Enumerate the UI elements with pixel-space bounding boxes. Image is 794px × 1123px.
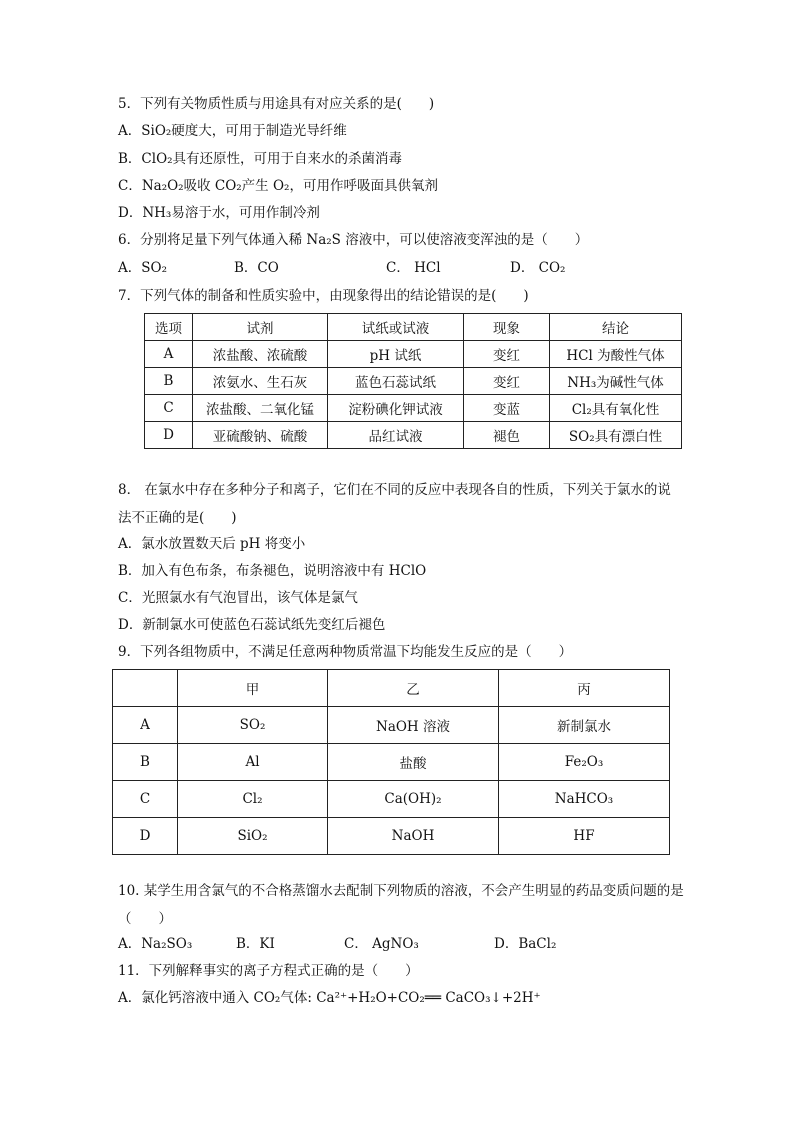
- question-8-option-d: D．新制氯水可使蓝色石蕊试纸先变红后褪色: [118, 617, 386, 633]
- question-5-option-c: C．Na₂O₂吸收 CO₂产生 O₂，可用作呼吸面具供氧剂: [118, 178, 438, 194]
- table-cell: A: [113, 707, 178, 744]
- table-cell: C: [145, 395, 193, 422]
- table-cell: Cl₂: [178, 781, 328, 818]
- question-10-option-c: C． AgNO₃: [344, 936, 419, 952]
- table-cell: Fe₂O₃: [499, 744, 670, 781]
- table-header-cell: 丙: [499, 670, 670, 707]
- table-cell: 盐酸: [328, 744, 499, 781]
- question-7-table: [144, 313, 682, 449]
- table-row: [145, 395, 682, 422]
- table-header-cell: [113, 670, 178, 707]
- table-cell: 变蓝: [464, 395, 550, 422]
- table-row: [145, 422, 682, 449]
- table-header-cell: 试纸或试液: [328, 314, 464, 341]
- table-cell: Al: [178, 744, 328, 781]
- table-cell: Ca(OH)₂: [328, 781, 499, 818]
- table-cell: 褪色: [464, 422, 550, 449]
- question-9-stem: 9．下列各组物质中，不满足任意两种物质常温下均能发生反应的是（ ）: [118, 644, 573, 660]
- question-8-stem: 8． 在氯水中存在多种分子和离子，它们在不同的反应中表现各自的性质，下列关于氯水的说法不正确的是( ): [118, 482, 671, 526]
- table-cell: B: [113, 744, 178, 781]
- question-10-options: [118, 934, 718, 954]
- table-cell: HF: [499, 818, 670, 855]
- table-cell: NaOH: [328, 818, 499, 855]
- question-6-option-a: A．SO₂: [118, 260, 167, 276]
- question-7-stem: 7．下列气体的制备和性质实验中，由现象得出的结论错误的是( ): [118, 288, 529, 304]
- table-cell: HCl 为酸性气体: [550, 341, 682, 368]
- table-cell: NaHCO₃: [499, 781, 670, 818]
- table-row: [113, 744, 670, 781]
- table-cell: 亚硫酸钠、硫酸: [193, 422, 328, 449]
- table-cell: 浓盐酸、浓硫酸: [193, 341, 328, 368]
- question-5-option-a: A．SiO₂硬度大，可用于制造光导纤维: [118, 123, 347, 139]
- question-6-stem: 6．分别将足量下列气体通入稀 Na₂S 溶液中，可以使溶液变浑浊的是（ ）: [118, 232, 589, 248]
- question-5-option-b: B．ClO₂具有还原性，可用于自来水的杀菌消毒: [118, 151, 403, 167]
- question-6-option-d: D． CO₂: [510, 260, 566, 276]
- table-header-cell: 试剂: [193, 314, 328, 341]
- table-cell: SO₂: [178, 707, 328, 744]
- table-header-cell: 结论: [550, 314, 682, 341]
- question-6-option-c: C． HCl: [386, 260, 441, 276]
- table-cell: NH₃为碱性气体: [550, 368, 682, 395]
- table-cell: NaOH 溶液: [328, 707, 499, 744]
- table-cell: 浓氨水、生石灰: [193, 368, 328, 395]
- question-10-option-d: D．BaCl₂: [494, 936, 557, 952]
- table-cell: 品红试液: [328, 422, 464, 449]
- table-cell: Cl₂具有氧化性: [550, 395, 682, 422]
- table-cell: pH 试纸: [328, 341, 464, 368]
- question-10-stem: 10. 某学生用含氯气的不合格蒸馏水去配制下列物质的溶液，不会产生明显的药品变质问题的是 （ ）: [118, 883, 684, 927]
- table-cell: D: [145, 422, 193, 449]
- question-5-stem: 5．下列有关物质性质与用途具有对应关系的是( ): [118, 96, 435, 112]
- question-11-option-a: A．氯化钙溶液中通入 CO₂气体: Ca²⁺+H₂O+CO₂══ CaCO₃↓+2H⁺: [118, 990, 541, 1006]
- table-row: [113, 781, 670, 818]
- question-10-option-a: A．Na₂SO₃: [118, 936, 193, 952]
- table-header-cell: 现象: [464, 314, 550, 341]
- table-cell: 变红: [464, 368, 550, 395]
- table-cell: 淀粉碘化钾试液: [328, 395, 464, 422]
- table-cell: SiO₂: [178, 818, 328, 855]
- table-header-row: [113, 670, 670, 707]
- question-6-option-b: B．CO: [234, 260, 279, 276]
- table-cell: SO₂具有漂白性: [550, 422, 682, 449]
- question-11-stem: 11．下列解释事实的离子方程式正确的是（ ）: [118, 963, 419, 979]
- table-cell: A: [145, 341, 193, 368]
- question-10-option-b: B．KI: [236, 936, 275, 952]
- table-cell: D: [113, 818, 178, 855]
- question-8-option-a: A．氯水放置数天后 pH 将变小: [118, 536, 306, 552]
- table-header-cell: 甲: [178, 670, 328, 707]
- question-9-table: [112, 669, 670, 855]
- question-5-option-d: D．NH₃易溶于水，可用作制冷剂: [118, 205, 320, 221]
- table-row: [113, 707, 670, 744]
- table-row: [145, 341, 682, 368]
- question-6-options: [118, 258, 718, 278]
- question-8-option-b: B．加入有色布条，布条褪色，说明溶液中有 HClO: [118, 563, 427, 579]
- table-row: [145, 368, 682, 395]
- table-cell: 蓝色石蕊试纸: [328, 368, 464, 395]
- table-cell: 变红: [464, 341, 550, 368]
- table-row: [113, 818, 670, 855]
- table-cell: 浓盐酸、二氧化锰: [193, 395, 328, 422]
- table-cell: C: [113, 781, 178, 818]
- table-header-row: [145, 314, 682, 341]
- table-header-cell: 乙: [328, 670, 499, 707]
- question-8-option-c: C．光照氯水有气泡冒出，该气体是氯气: [118, 590, 358, 606]
- table-cell: B: [145, 368, 193, 395]
- table-cell: 新制氯水: [499, 707, 670, 744]
- table-header-cell: 选项: [145, 314, 193, 341]
